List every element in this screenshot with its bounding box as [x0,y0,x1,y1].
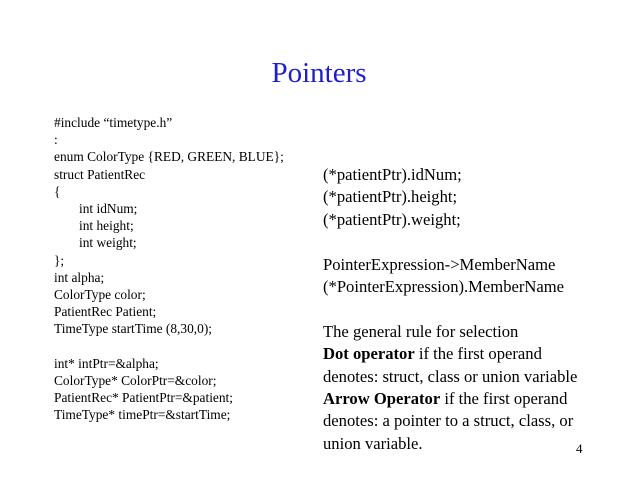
code-line: TimeType startTime (8,30,0); [54,321,213,337]
equivalence-line: PointerExpression->MemberName [323,254,556,274]
rule-text-fragment: if the first operand [440,388,568,408]
member-access-line: (*patientPtr).weight; [323,209,461,229]
member-access-line: (*patientPtr).height; [323,187,458,207]
rule-dot-line [323,343,613,365]
code-line: }; [54,252,65,268]
code-line: enum ColorType {RED, GREEN, BLUE}; [54,149,284,165]
code-line: TimeType* timePtr=&startTime; [54,407,231,423]
right-panel [323,164,633,455]
code-line: int idNum; [79,200,138,216]
code-line: int alpha; [54,269,105,285]
spacer [323,231,633,253]
equivalence-line: (*PointerExpression).MemberName [323,276,565,296]
member-access-line: (*patientPtr).idNum; [323,165,462,184]
rule-arrow-desc: denotes: a pointer to a struct, class, or [323,411,574,431]
code-line: PatientRec Patient; [54,304,157,320]
rule-dot-desc: denotes: struct, class or union variable [323,366,578,386]
code-line: #include “timetype.h” [54,115,173,130]
page-number: 4 [576,441,583,456]
code-line: ColorType color; [54,286,146,302]
code-line: PatientRec* PatientPtr=&patient; [54,390,233,405]
selection-rule [323,321,613,455]
spacer [323,298,633,320]
rule-text-fragment: if the first operand [414,344,542,364]
slide-title: Pointers [271,57,367,89]
dot-operator-term: Dot operator [323,344,415,364]
code-line [54,337,314,354]
code-line: : [54,132,58,148]
code-line: ColorType* ColorPtr=&color; [54,372,217,388]
rule-arrow-desc-cont: union variable. [323,433,423,453]
code-block [54,114,314,423]
code-line: int weight; [79,235,137,251]
rule-intro: The general rule for selection [323,321,519,341]
arrow-operator-term: Arrow Operator [323,388,441,408]
code-line: int* intPtr=&alpha; [54,355,159,371]
code-line: { [54,183,61,199]
code-line: int height; [79,218,134,234]
code-line: struct PatientRec [54,166,146,182]
rule-arrow-line [323,388,613,410]
